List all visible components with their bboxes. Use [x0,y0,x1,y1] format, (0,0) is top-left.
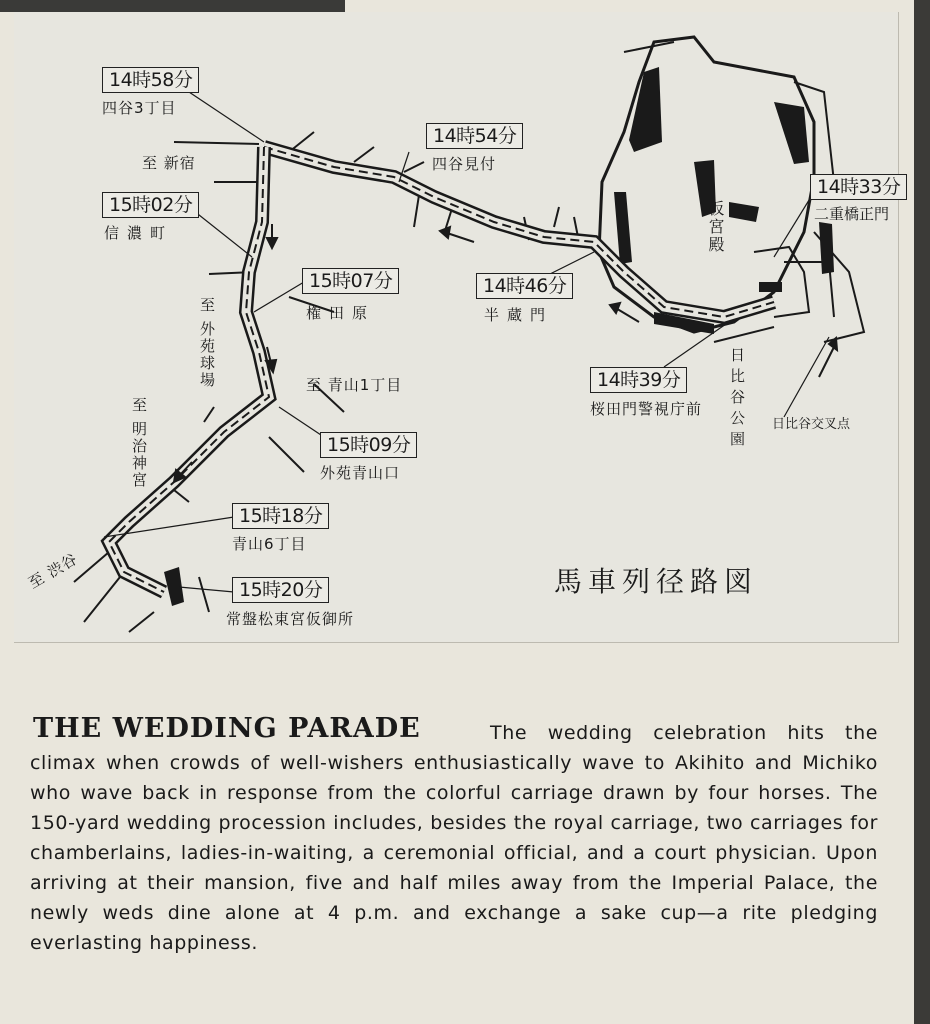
stop-time: 15時20分 [232,577,329,603]
article-body [30,718,878,958]
photo-edge-top [0,0,345,12]
stop-time: 15時09分 [320,432,417,458]
stop-place: 半蔵門 [484,306,554,324]
direction-shinjuku: 至 新宿 [142,154,196,172]
stop-place: 四谷3丁目 [102,99,177,117]
article-body-text: The wedding celebration hits the climax when crowds of well-wishers enthusiastically wave to Akihito and Michiko who wave back in response from the colorful carriage drawn by four horses. The 150-yard wedding procession includes, besides the royal carriage, two carriages for chamberlains, ladies-in-waiting, a ceremonial official, and a court physician. Upon arriving at their mansion, five and half miles away from the Imperial Palace, the newly weds dine alone at 4 p.m. and exchange a sake cup—a rite pledging everlasting happiness. [30,722,878,954]
stop-time: 14時46分 [476,273,573,299]
direction-aoyama1: 至 青山1丁目 [306,376,403,394]
stop-place: 桜田門警視庁前 [590,400,703,418]
stop-time: 14時54分 [426,123,523,149]
stop-place: 二重橋正門 [814,205,890,223]
direction-meiji: 至 明治神宮 [130,397,148,489]
direction-gaien: 至 外苑球場 [198,297,216,389]
stop-time: 14時58分 [102,67,199,93]
stop-time: 15時07分 [302,268,399,294]
page-edge-right [914,0,930,1024]
direction-shibuya: 至 渋谷 [25,549,81,593]
stop-place: 青山6丁目 [232,535,307,553]
map-title: 馬車列径路図 [554,565,759,598]
palace-label: 仮宮殿 [706,200,725,254]
article-heading: THE WEDDING PARADE [33,713,421,744]
stop-place: 常盤松東宮仮御所 [226,610,355,628]
hibiya-park-label: 日比谷公園 [730,346,752,448]
stop-time: 15時02分 [102,192,199,218]
route-map [14,12,899,643]
stop-place: 四谷見付 [432,155,497,173]
stop-time: 15時18分 [232,503,329,529]
stop-place: 信濃町 [104,224,174,242]
stop-place: 権田原 [306,304,376,322]
stop-place: 外苑青山口 [320,464,401,482]
hibiya-crossing-label: 日比谷交叉点 [772,417,851,432]
stop-time: 14時39分 [590,367,687,393]
stop-time: 14時33分 [810,174,907,200]
